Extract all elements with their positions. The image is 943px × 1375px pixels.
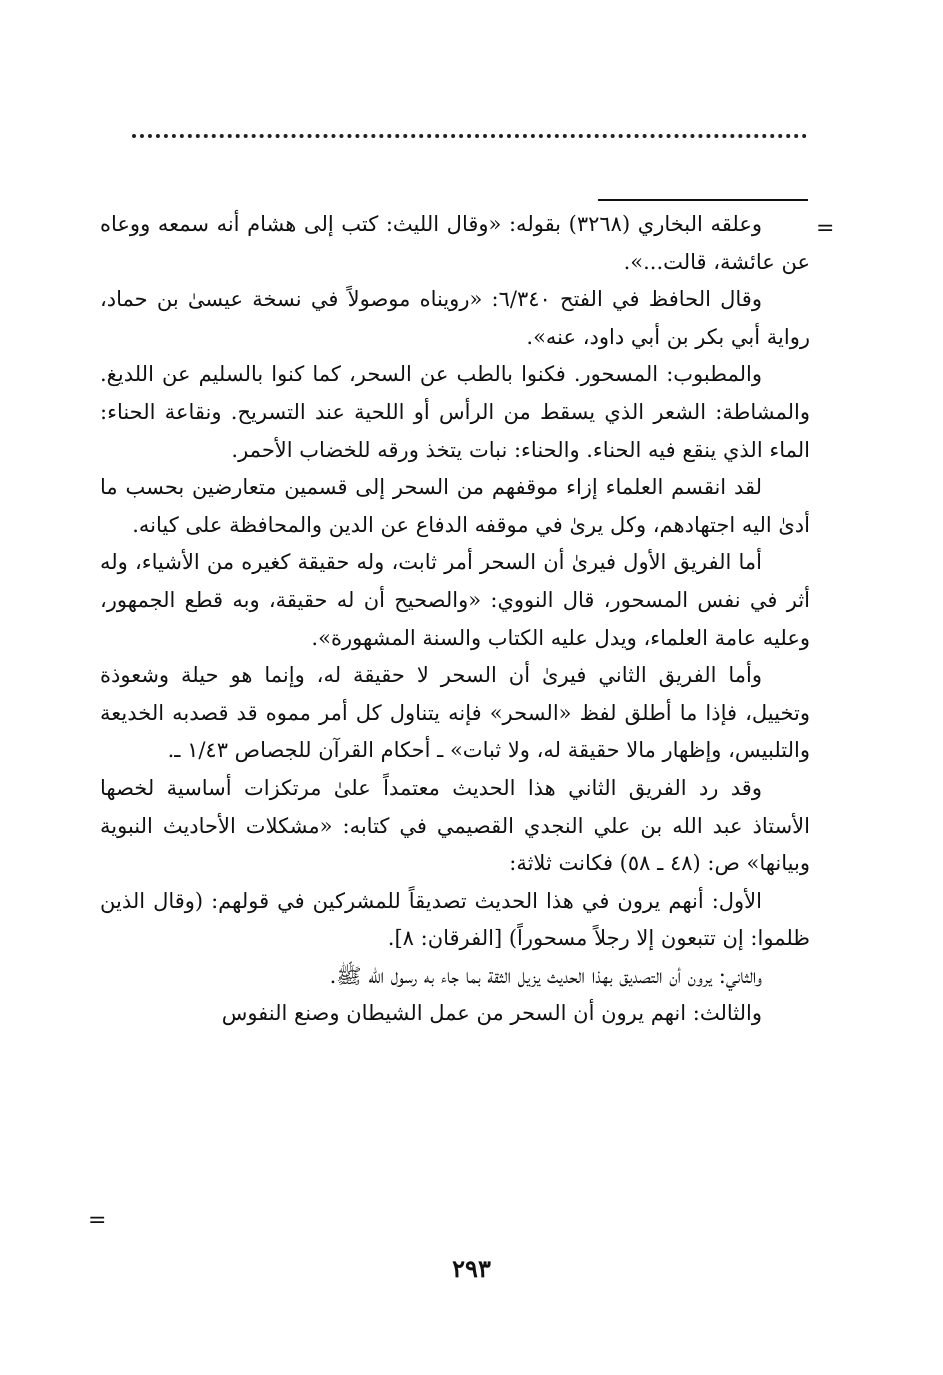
continuation-mark-bottom: =	[88, 1208, 107, 1233]
paragraph-hafiz-note: وقال الحافظ في الفتح ٦/٣٤٠: «رويناه موصولاً في نسخة عيسىٰ بن حماد، رواية أبي بكر بن أبي داود، عنه».	[100, 287, 810, 349]
dotted-separator	[132, 134, 807, 138]
paragraph-first-group: أما الفريق الأول فيرىٰ أن السحر أمر ثابت، وله حقيقة كغيره من الأشياء، وله أثر في نفس المسحور، قال النووي: «والصحيح أن له حقيقة، وبه قطع الجمهور، وعليه عامة العلماء، ويدل عليه الكتاب والسنة المشهورة».	[100, 550, 810, 650]
paragraph-rejection: وقد رد الفريق الثاني هذا الحديث معتمداً علىٰ مرتكزات أساسية لخصها الأستاذ عبد الله بن علي النجدي القصيمي في كتابه: «مشكلات الأحاديث النبوية وبيانها» ص: (٤٨ ـ ٥٨) فكانت ثلاثة:	[100, 775, 810, 876]
continuation-mark-top: =	[816, 216, 835, 241]
paragraph-point-three: والثالث: انهم يرون أن السحر من عمل الشيطان وصنع النفوس	[221, 1001, 762, 1026]
footnote-rule	[598, 199, 808, 201]
page-number: ٢٩٣	[452, 1254, 491, 1283]
footnote-body	[100, 206, 810, 1033]
paragraph-point-one: الأول: أنهم يرون في هذا الحديث تصديقاً للمشركين في قولهم: (وقال الذين ظلموا: إن تتبعون إلا رجلاً مسحوراً) [الفرقان: ٨].	[100, 888, 810, 951]
paragraph-bukhari-note: وعلقه البخاري (٣٢٦٨) بقوله: «وقال الليث: كتب إلى هشام أنه سمعه ووعاه عن عائشة، قالت...».	[100, 212, 810, 274]
paragraph-scholars-division: لقد انقسم العلماء إزاء موقفهم من السحر إلى قسمين متعارضين بحسب ما أدىٰ اليه اجتهادهم، وكل يرىٰ في موقفه الدفاع عن الدين والمحافظة على كيانه.	[100, 475, 810, 537]
paragraph-second-group: وأما الفريق الثاني فيرىٰ أن السحر لا حقيقة له، وإنما هو حيلة وشعوذة وتخييل، فإذا ما أطلق لفظ «السحر» فإنه يتناول كل أمر مموه قد قصدبه الخديعة والتلبيس، وإظهار مالا حقيقة له، ولا ثبات» ـ أحكام القرآن للجصاص ١/٤٣ ـ.	[100, 663, 810, 763]
paragraph-definitions: والمطبوب: المسحور. فكنوا بالطب عن السحر، كما كنوا بالسليم عن اللديغ. والمشاطة: الشعر الذي يسقط من الرأس أو اللحية عند التسريح. ونقاعة الحناء: الماء الذي ينقع فيه الحناء. والحناء: نبات يتخذ ورقه للخضاب الأحمر.	[100, 362, 810, 462]
paragraph-point-two: والثاني: يرون أن التصديق بهذا الحديث يزيل الثقة بما جاء به رسول الله ﷺ.	[329, 963, 762, 988]
